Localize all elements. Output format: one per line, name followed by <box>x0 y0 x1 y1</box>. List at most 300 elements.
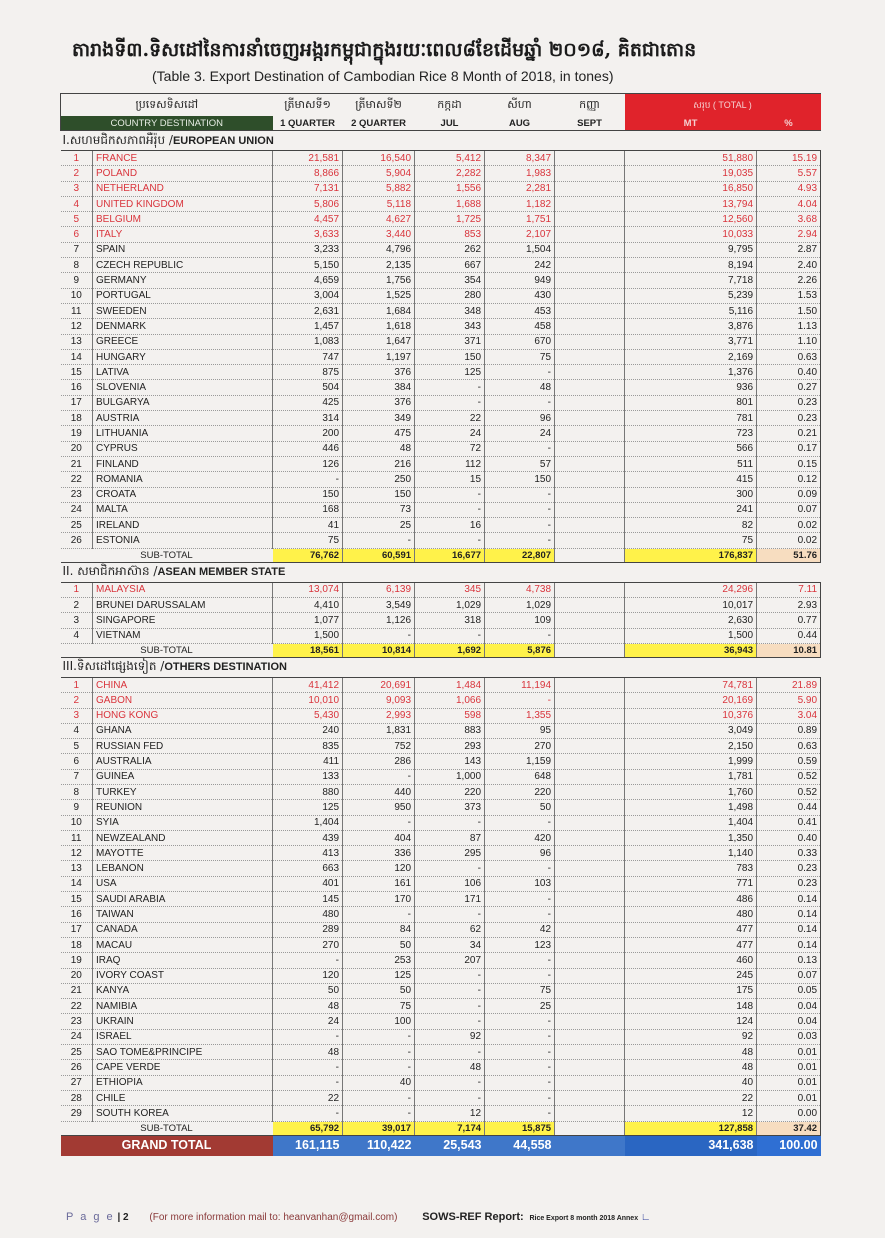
value-jul: 22 <box>415 411 485 426</box>
value-aug: - <box>485 861 555 876</box>
value-sept <box>555 349 625 364</box>
row-number: 11 <box>61 830 93 845</box>
table-row <box>61 815 821 830</box>
country-name: BULGARYA <box>93 395 273 410</box>
export-destination-table <box>60 93 821 1156</box>
value-jul: 1,725 <box>415 212 485 227</box>
subtotal-jul: 7,174 <box>415 1121 485 1135</box>
value-pct: 0.03 <box>757 1029 821 1044</box>
value-q1: 439 <box>273 830 343 845</box>
value-jul: 143 <box>415 754 485 769</box>
value-aug: 96 <box>485 846 555 861</box>
value-jul: - <box>415 983 485 998</box>
value-aug: 48 <box>485 380 555 395</box>
value-mt: 723 <box>625 426 757 441</box>
value-aug: 430 <box>485 288 555 303</box>
value-aug: - <box>485 953 555 968</box>
value-sept <box>555 395 625 410</box>
row-number: 9 <box>61 273 93 288</box>
value-q1: 504 <box>273 380 343 395</box>
value-aug: 4,738 <box>485 582 555 597</box>
row-number: 20 <box>61 968 93 983</box>
subtotal-aug: 5,876 <box>485 643 555 657</box>
value-pct: 0.44 <box>757 628 821 643</box>
table-row <box>61 227 821 242</box>
value-sept <box>555 502 625 517</box>
value-q2: 384 <box>343 380 415 395</box>
value-jul: 371 <box>415 334 485 349</box>
section-heading <box>61 562 821 582</box>
value-aug: - <box>485 815 555 830</box>
value-jul: - <box>415 861 485 876</box>
value-q1: 446 <box>273 441 343 456</box>
row-number: 4 <box>61 196 93 211</box>
value-pct: 2.94 <box>757 227 821 242</box>
table-title-english: (Table 3. Export Destination of Cambodian Rice 8 Month of 2018, in tones) <box>152 68 614 84</box>
subtotal-mt: 176,837 <box>625 548 757 562</box>
value-q1: 21,581 <box>273 151 343 166</box>
value-mt: 75 <box>625 533 757 548</box>
value-mt: 1,760 <box>625 784 757 799</box>
subtotal-label: SUB-TOTAL <box>61 548 273 562</box>
row-number: 11 <box>61 303 93 318</box>
value-pct: 2.93 <box>757 598 821 613</box>
value-sept <box>555 953 625 968</box>
value-q1: - <box>273 1106 343 1121</box>
value-q2: 376 <box>343 395 415 410</box>
value-mt: 477 <box>625 937 757 952</box>
value-jul: 5,412 <box>415 151 485 166</box>
country-name: FINLAND <box>93 456 273 471</box>
table-row <box>61 968 821 983</box>
value-mt: 1,376 <box>625 365 757 380</box>
section-title-en: EUROPEAN UNION <box>172 134 274 147</box>
value-q2: 9,093 <box>343 693 415 708</box>
country-name: AUSTRALIA <box>93 754 273 769</box>
section-title <box>61 657 821 677</box>
value-jul: 280 <box>415 288 485 303</box>
country-name: SPAIN <box>93 242 273 257</box>
table-row <box>61 628 821 643</box>
value-q2: 100 <box>343 1014 415 1029</box>
table-row <box>61 380 821 395</box>
subtotal-q2: 60,591 <box>343 548 415 562</box>
value-pct: 0.23 <box>757 876 821 891</box>
row-number: 14 <box>61 349 93 364</box>
value-q1: 1,083 <box>273 334 343 349</box>
value-pct: 0.04 <box>757 999 821 1014</box>
value-sept <box>555 288 625 303</box>
value-pct: 0.01 <box>757 1090 821 1105</box>
value-q1: 425 <box>273 395 343 410</box>
value-sept <box>555 196 625 211</box>
value-q2: 3,440 <box>343 227 415 242</box>
value-pct: 1.10 <box>757 334 821 349</box>
country-name: KANYA <box>93 983 273 998</box>
table-row <box>61 441 821 456</box>
subtotal-q2: 10,814 <box>343 643 415 657</box>
subtotal-row <box>61 1121 821 1135</box>
subtotal-mt: 127,858 <box>625 1121 757 1135</box>
value-pct: 5.57 <box>757 166 821 181</box>
value-q1: 145 <box>273 892 343 907</box>
country-name: SOUTH KOREA <box>93 1106 273 1121</box>
grand-total-sept <box>555 1135 625 1156</box>
value-pct: 0.02 <box>757 518 821 533</box>
country-name: SYIA <box>93 815 273 830</box>
value-q2: 216 <box>343 456 415 471</box>
value-q2: 1,197 <box>343 349 415 364</box>
value-mt: 8,194 <box>625 258 757 273</box>
value-sept <box>555 441 625 456</box>
value-q1: 168 <box>273 502 343 517</box>
table-row <box>61 830 821 845</box>
value-mt: 48 <box>625 1060 757 1075</box>
value-q2: - <box>343 769 415 784</box>
value-q1: 270 <box>273 937 343 952</box>
page-label: P a g e <box>66 1211 115 1223</box>
value-pct: 0.33 <box>757 846 821 861</box>
value-pct: 0.01 <box>757 1060 821 1075</box>
value-aug: 11,194 <box>485 677 555 692</box>
row-number: 14 <box>61 876 93 891</box>
value-pct: 0.00 <box>757 1106 821 1121</box>
value-aug: - <box>485 518 555 533</box>
value-mt: 74,781 <box>625 677 757 692</box>
value-pct: 0.52 <box>757 784 821 799</box>
value-pct: 1.50 <box>757 303 821 318</box>
value-sept <box>555 677 625 692</box>
value-aug: 25 <box>485 999 555 1014</box>
value-pct: 4.04 <box>757 196 821 211</box>
row-number: 18 <box>61 411 93 426</box>
subtotal-q1: 65,792 <box>273 1121 343 1135</box>
value-pct: 5.90 <box>757 693 821 708</box>
value-q2: 2,135 <box>343 258 415 273</box>
country-name: CANADA <box>93 922 273 937</box>
row-number: 25 <box>61 518 93 533</box>
country-name: MALAYSIA <box>93 582 273 597</box>
header-sept-en: SEPT <box>555 116 625 131</box>
value-sept <box>555 739 625 754</box>
value-pct: 2.26 <box>757 273 821 288</box>
section-title-en: OTHERS DESTINATION <box>164 661 287 674</box>
value-mt: 24,296 <box>625 582 757 597</box>
value-sept <box>555 628 625 643</box>
value-q1: 5,806 <box>273 196 343 211</box>
row-number: 12 <box>61 319 93 334</box>
value-sept <box>555 708 625 723</box>
subtotal-aug: 22,807 <box>485 548 555 562</box>
value-jul: - <box>415 487 485 502</box>
value-aug: 1,159 <box>485 754 555 769</box>
value-jul: 87 <box>415 830 485 845</box>
value-aug: - <box>485 1060 555 1075</box>
subtotal-q1: 76,762 <box>273 548 343 562</box>
value-mt: 51,880 <box>625 151 757 166</box>
value-sept <box>555 518 625 533</box>
row-number: 16 <box>61 380 93 395</box>
page-footer <box>66 1211 826 1223</box>
table-row <box>61 258 821 273</box>
value-q1: 200 <box>273 426 343 441</box>
subtotal-mt: 36,943 <box>625 643 757 657</box>
value-pct: 1.13 <box>757 319 821 334</box>
value-q2: - <box>343 533 415 548</box>
value-mt: 460 <box>625 953 757 968</box>
row-number: 2 <box>61 693 93 708</box>
country-name: ESTONIA <box>93 533 273 548</box>
row-number: 1 <box>61 582 93 597</box>
value-q2: 349 <box>343 411 415 426</box>
value-sept <box>555 598 625 613</box>
value-jul: 48 <box>415 1060 485 1075</box>
table-row <box>61 349 821 364</box>
section-title-en: ASEAN MEMBER STATE <box>157 566 286 579</box>
table-row <box>61 677 821 692</box>
section-title <box>61 131 821 151</box>
value-jul: - <box>415 395 485 410</box>
value-q2: - <box>343 1106 415 1121</box>
table-row <box>61 151 821 166</box>
value-sept <box>555 533 625 548</box>
country-name: NAMIBIA <box>93 999 273 1014</box>
value-aug: - <box>485 1075 555 1090</box>
value-q1: 4,659 <box>273 273 343 288</box>
value-mt: 783 <box>625 861 757 876</box>
value-q1: - <box>273 1075 343 1090</box>
country-name: HONG KONG <box>93 708 273 723</box>
subtotal-jul: 16,677 <box>415 548 485 562</box>
row-number: 20 <box>61 441 93 456</box>
value-jul: 150 <box>415 349 485 364</box>
row-number: 15 <box>61 365 93 380</box>
value-aug: 123 <box>485 937 555 952</box>
value-mt: 10,017 <box>625 598 757 613</box>
page-number: 2 <box>123 1212 129 1223</box>
country-name: REUNION <box>93 800 273 815</box>
country-name: BRUNEI DARUSSALAM <box>93 598 273 613</box>
value-aug: - <box>485 693 555 708</box>
value-jul: 853 <box>415 227 485 242</box>
value-q2: - <box>343 1090 415 1105</box>
row-number: 9 <box>61 800 93 815</box>
value-pct: 0.52 <box>757 769 821 784</box>
value-aug: 949 <box>485 273 555 288</box>
value-sept <box>555 242 625 257</box>
value-sept <box>555 723 625 738</box>
subtotal-label: SUB-TOTAL <box>61 643 273 657</box>
value-q2: 5,118 <box>343 196 415 211</box>
row-number: 29 <box>61 1106 93 1121</box>
value-jul: - <box>415 502 485 517</box>
header-jul-kh: កក្កដា <box>415 94 485 117</box>
value-jul: - <box>415 628 485 643</box>
country-name: CROATA <box>93 487 273 502</box>
value-mt: 2,630 <box>625 613 757 628</box>
value-sept <box>555 411 625 426</box>
value-pct: 0.12 <box>757 472 821 487</box>
grand-total-pct: 100.00 <box>757 1135 821 1156</box>
table-row <box>61 395 821 410</box>
table-row <box>61 754 821 769</box>
value-q1: 8,866 <box>273 166 343 181</box>
value-q1: 4,457 <box>273 212 343 227</box>
country-name: RUSSIAN FED <box>93 739 273 754</box>
value-q1: 24 <box>273 1014 343 1029</box>
value-mt: 9,795 <box>625 242 757 257</box>
value-q2: 752 <box>343 739 415 754</box>
value-aug: - <box>485 365 555 380</box>
value-mt: 148 <box>625 999 757 1014</box>
row-number: 27 <box>61 1075 93 1090</box>
value-jul: 262 <box>415 242 485 257</box>
value-pct: 4.93 <box>757 181 821 196</box>
value-jul: - <box>415 999 485 1014</box>
value-aug: 453 <box>485 303 555 318</box>
value-q2: - <box>343 1045 415 1060</box>
value-q1: 289 <box>273 922 343 937</box>
value-q2: 25 <box>343 518 415 533</box>
country-name: CHINA <box>93 677 273 692</box>
value-jul: 92 <box>415 1029 485 1044</box>
value-mt: 3,876 <box>625 319 757 334</box>
value-pct: 0.14 <box>757 922 821 937</box>
value-pct: 0.17 <box>757 441 821 456</box>
value-q2: 5,904 <box>343 166 415 181</box>
value-q1: 41,412 <box>273 677 343 692</box>
value-pct: 0.07 <box>757 968 821 983</box>
value-aug: 1,751 <box>485 212 555 227</box>
value-q1: 22 <box>273 1090 343 1105</box>
value-aug: 420 <box>485 830 555 845</box>
value-mt: 3,049 <box>625 723 757 738</box>
value-pct: 15.19 <box>757 151 821 166</box>
section-title-kh: II. សមាជិកអាស៊ាន / <box>62 564 158 579</box>
value-jul: 318 <box>415 613 485 628</box>
value-q1: 314 <box>273 411 343 426</box>
value-aug: - <box>485 1014 555 1029</box>
table-row <box>61 999 821 1014</box>
value-mt: 477 <box>625 922 757 937</box>
value-jul: - <box>415 907 485 922</box>
value-sept <box>555 582 625 597</box>
row-number: 28 <box>61 1090 93 1105</box>
value-pct: 0.59 <box>757 754 821 769</box>
row-number: 7 <box>61 769 93 784</box>
row-number: 12 <box>61 846 93 861</box>
value-aug: 8,347 <box>485 151 555 166</box>
value-sept <box>555 1014 625 1029</box>
value-mt: 566 <box>625 441 757 456</box>
value-mt: 22 <box>625 1090 757 1105</box>
row-number: 22 <box>61 999 93 1014</box>
value-sept <box>555 968 625 983</box>
header-aug-en: AUG <box>485 116 555 131</box>
grand-total-jul: 25,543 <box>415 1135 485 1156</box>
subtotal-row <box>61 643 821 657</box>
table-row <box>61 426 821 441</box>
value-sept <box>555 1075 625 1090</box>
value-jul: 1,556 <box>415 181 485 196</box>
country-name: POLAND <box>93 166 273 181</box>
report-subtitle: Rice Export 8 month 2018 Annex <box>529 1215 639 1222</box>
value-aug: 270 <box>485 739 555 754</box>
subtotal-pct: 10.81 <box>757 643 821 657</box>
value-mt: 2,150 <box>625 739 757 754</box>
value-q1: 126 <box>273 456 343 471</box>
row-number: 4 <box>61 628 93 643</box>
value-aug: - <box>485 533 555 548</box>
country-name: CHILE <box>93 1090 273 1105</box>
section-heading <box>61 657 821 677</box>
value-jul: 112 <box>415 456 485 471</box>
value-sept <box>555 472 625 487</box>
value-aug: - <box>485 1029 555 1044</box>
row-number: 17 <box>61 922 93 937</box>
table-row <box>61 518 821 533</box>
value-mt: 1,140 <box>625 846 757 861</box>
value-q1: 7,131 <box>273 181 343 196</box>
value-aug: - <box>485 441 555 456</box>
table-row <box>61 1029 821 1044</box>
country-name: MALTA <box>93 502 273 517</box>
table-row <box>61 334 821 349</box>
value-jul: 1,484 <box>415 677 485 692</box>
subtotal-row <box>61 548 821 562</box>
value-mt: 511 <box>625 456 757 471</box>
value-mt: 781 <box>625 411 757 426</box>
subtotal-pct: 37.42 <box>757 1121 821 1135</box>
row-number: 23 <box>61 1014 93 1029</box>
value-pct: 0.40 <box>757 365 821 380</box>
value-sept <box>555 754 625 769</box>
value-mt: 771 <box>625 876 757 891</box>
value-mt: 415 <box>625 472 757 487</box>
value-aug: - <box>485 502 555 517</box>
value-jul: 373 <box>415 800 485 815</box>
country-name: VIETNAM <box>93 628 273 643</box>
table-row <box>61 1106 821 1121</box>
value-mt: 19,035 <box>625 166 757 181</box>
table-row <box>61 613 821 628</box>
subtotal-sept <box>555 1121 625 1135</box>
row-number: 1 <box>61 677 93 692</box>
value-jul: 34 <box>415 937 485 952</box>
row-number: 6 <box>61 754 93 769</box>
value-sept <box>555 983 625 998</box>
value-aug: 150 <box>485 472 555 487</box>
subtotal-sept <box>555 643 625 657</box>
value-sept <box>555 1029 625 1044</box>
value-pct: 0.44 <box>757 800 821 815</box>
value-jul: 220 <box>415 784 485 799</box>
value-q1: 1,077 <box>273 613 343 628</box>
value-sept <box>555 876 625 891</box>
value-q1: 125 <box>273 800 343 815</box>
country-name: MAYOTTE <box>93 846 273 861</box>
value-sept <box>555 426 625 441</box>
value-mt: 10,033 <box>625 227 757 242</box>
value-q1: 120 <box>273 968 343 983</box>
row-number: 7 <box>61 242 93 257</box>
table-row <box>61 1075 821 1090</box>
value-q2: 73 <box>343 502 415 517</box>
row-number: 22 <box>61 472 93 487</box>
value-jul: 2,282 <box>415 166 485 181</box>
table-row <box>61 288 821 303</box>
value-pct: 0.89 <box>757 723 821 738</box>
